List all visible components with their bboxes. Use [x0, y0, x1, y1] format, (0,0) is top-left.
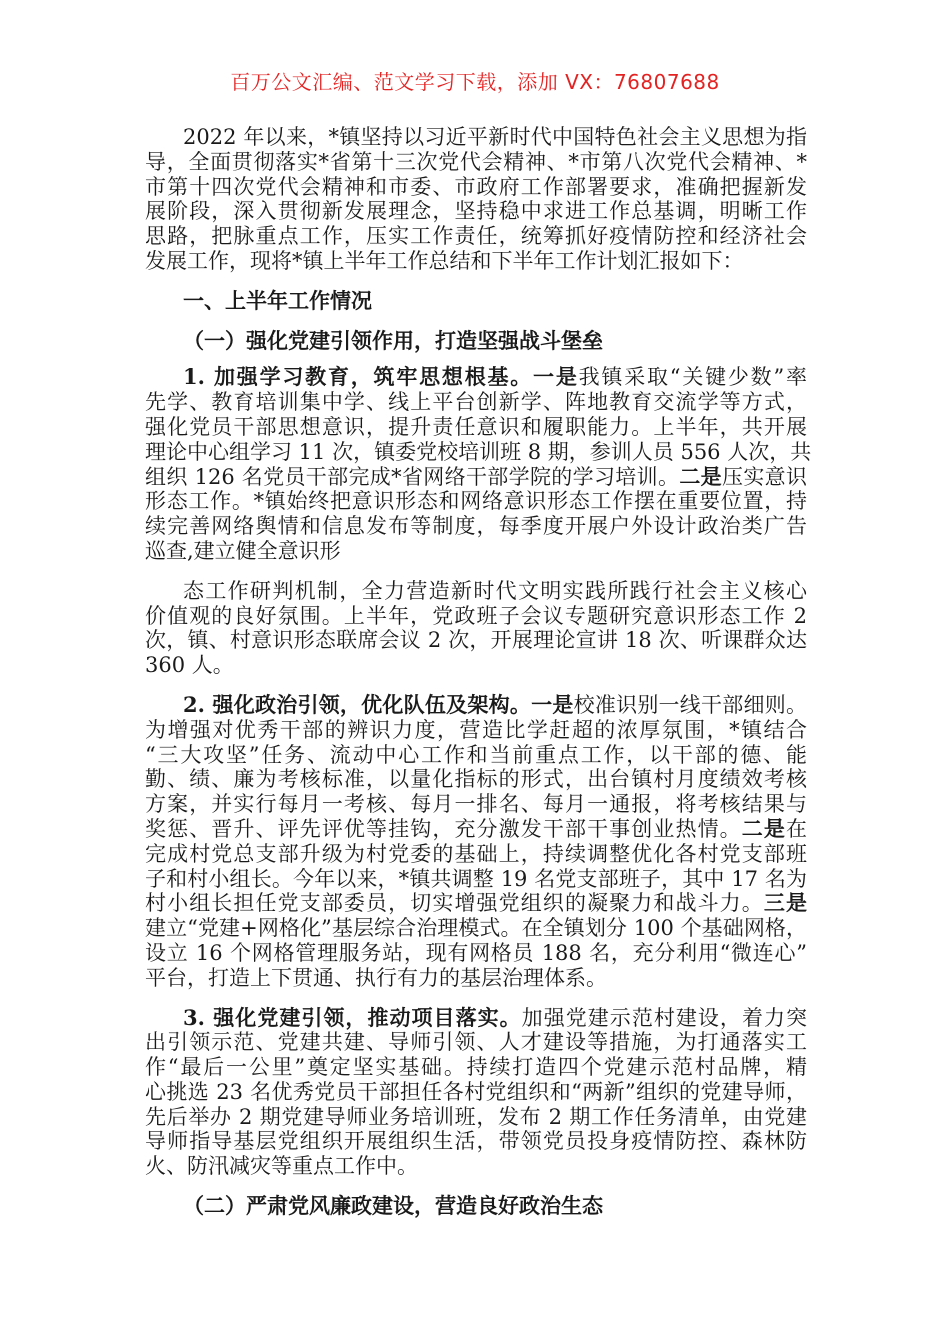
- text-line: [145, 539, 807, 564]
- text-run: 火、防汛减灾等重点工作中。: [145, 1154, 418, 1179]
- text-line: [145, 249, 807, 274]
- text-run: 校准识别一线干部细则。: [573, 692, 808, 717]
- text-run: 导，全面贯彻落实*省第十三次党代会精神、*市第八次党代会精神、*: [145, 149, 807, 174]
- paragraph: [145, 125, 807, 274]
- text-line: [145, 604, 807, 629]
- text-line: [145, 653, 807, 678]
- text-line: [145, 199, 807, 224]
- document-body: [145, 125, 812, 1231]
- text-run: 发展工作，现将*镇上半年工作总结和下半年工作计划汇报如下：: [145, 248, 744, 273]
- text-run: 续完善网络舆情和信息发布等制度，每季度开展户外设计政治类广告: [145, 514, 807, 539]
- text-run: 理论中心组学习 11 次，镇委党校培训班 8 期，参训人员 556 人次，共: [145, 439, 812, 464]
- text-run: 组织 126 名党员干部完成*省网络干部学院的学习培训。: [145, 464, 680, 489]
- text-line: [145, 390, 807, 415]
- text-line: [145, 1105, 807, 1130]
- bold-text-run: 二是: [679, 463, 722, 489]
- text-run: 勤、绩、廉为考核标准，以量化指标的形式，出台镇村月度绩效考核: [145, 767, 807, 792]
- text-line: [145, 514, 807, 539]
- text-line: [145, 842, 807, 867]
- bold-text-run: 三是: [763, 890, 808, 916]
- text-line: [145, 489, 807, 514]
- text-line: [145, 941, 807, 966]
- paragraph: [145, 693, 807, 991]
- text-line: [145, 867, 807, 892]
- text-run: 建立“党建+网格化”基层综合治理模式。在全镇划分 100 个基础网格，: [145, 916, 807, 941]
- bold-text-run: 1. 加强学习教育，筑牢思想根基。一是: [183, 364, 579, 390]
- text-run: 次，镇、村意识形态联席会议 2 次，开展理论宣讲 18 次、听课群众达: [145, 628, 807, 653]
- text-run: 2022 年以来，*镇坚持以习近平新时代中国特色社会主义思想为指: [183, 125, 807, 149]
- text-run: 为增强对优秀干部的辨识力度，营造比学赶超的浓厚氛围，*镇结合: [145, 717, 807, 742]
- bold-text-run: 3. 强化党建引领，推动项目落实。: [183, 1004, 522, 1030]
- paragraph: [145, 579, 807, 678]
- text-run: 压实意识: [722, 464, 808, 489]
- text-run: 态工作研判机制，全力营造新时代文明实践所践行社会主义核心: [183, 578, 807, 603]
- text-run: 完成村党总支部升级为村党委的基础上，持续调整优化各村党支部班: [145, 841, 807, 866]
- text-run: 市第十四次党代会精神和市委、市政府工作部署要求，准确把握新发: [145, 174, 807, 199]
- text-run: 思路，把脉重点工作，压实工作责任，统筹抓好疫情防控和经济社会: [145, 224, 807, 249]
- text-run: 展阶段，深入贯彻新发展理念，坚持稳中求进工作总基调，明晰工作: [145, 199, 807, 224]
- subsection-heading: （一）强化党建引领作用，打造坚强战斗堡垒: [183, 327, 603, 353]
- watermark-banner: 百万公文汇编、范文学习下载，添加 VX：76807688: [230, 70, 720, 94]
- text-run: 先学、教育培训集中学、线上平台创新学、阵地教育交流学等方式，: [145, 390, 807, 415]
- text-line: [145, 693, 807, 718]
- text-run: 我镇采取“关键少数”率: [578, 365, 807, 390]
- text-run: 形态工作。*镇始终把意识形态和网络意识形态工作摆在重要位置，持: [145, 489, 807, 514]
- text-run: 价值观的良好氛围。上半年，党政班子会议专题研究意识形态工作 2: [145, 603, 807, 628]
- text-line: [145, 175, 807, 200]
- text-run: 方案，并实行每月一考核、每月一排名、每月一通报，将考核结果与: [145, 792, 807, 817]
- section-heading: 一、上半年工作情况: [183, 287, 372, 313]
- text-run: 360 人。: [145, 653, 234, 678]
- text-line: [145, 439, 812, 465]
- text-line: [145, 792, 807, 817]
- text-run: 平台，打造上下贯通、执行有力的基层治理体系。: [145, 965, 607, 990]
- text-run: 作“最后一公里”奠定坚实基础。持续打造四个党建示范村品牌，精: [145, 1055, 807, 1080]
- text-line: [145, 125, 807, 150]
- text-line: [145, 150, 807, 175]
- text-run: 巡查,建立健全意识形: [145, 538, 341, 563]
- text-line: [145, 718, 807, 743]
- text-run: 心挑选 23 名优秀党员干部担任各村党组织和“两新”组织的党建导师，: [145, 1079, 807, 1104]
- text-run: 加强党建示范村建设，着力突: [521, 1005, 808, 1030]
- text-line: [145, 365, 807, 390]
- text-line: [145, 817, 807, 842]
- text-line: [145, 415, 807, 440]
- text-line: [145, 1154, 807, 1179]
- text-line: [145, 767, 807, 792]
- paragraph: [145, 1006, 807, 1180]
- text-line: [145, 628, 807, 653]
- text-line: [145, 743, 807, 768]
- text-line: [145, 1129, 807, 1154]
- text-line: [145, 579, 807, 604]
- text-line: [145, 224, 807, 249]
- bold-text-run: 2. 强化政治引领，优化队伍及架构。一是: [183, 691, 574, 717]
- text-line: [145, 1006, 807, 1031]
- text-run: 先后举办 2 期党建导师业务培训班，发布 2 期工作任务清单，由党建: [145, 1104, 807, 1129]
- text-line: [145, 1080, 807, 1105]
- text-line: [145, 891, 807, 916]
- text-line: [145, 1055, 807, 1080]
- text-run: 子和村小组长。今年以来，*镇共调整 19 名党支部班子，其中 17 名为: [145, 866, 807, 891]
- text-run: 强化党员干部思想意识，提升责任意识和履职能力。上半年，共开展: [145, 414, 807, 439]
- text-run: 导师指导基层党组织开展组织生活，带领党员投身疫情防控、森林防: [145, 1129, 807, 1154]
- bold-text-run: 二是: [741, 815, 787, 841]
- text-run: 在: [786, 816, 808, 841]
- text-line: [145, 1030, 807, 1055]
- text-run: 奖惩、晋升、评先评优等挂钩，充分激发干部干事创业热情。: [145, 816, 742, 841]
- text-run: “三大攻坚”任务、流动中心工作和当前重点工作，以干部的德、能: [145, 742, 807, 767]
- text-run: 村小组长担任党支部委员，切实增强党组织的凝聚力和战斗力。: [145, 891, 764, 916]
- text-line: [145, 465, 807, 490]
- text-line: [145, 916, 807, 941]
- text-line: [145, 966, 807, 991]
- paragraph: [145, 364, 812, 563]
- text-run: 设立 16 个网格管理服务站，现有网格员 188 名，充分利用“微连心”: [145, 940, 807, 965]
- subsection-heading: （二）严肃党风廉政建设，营造良好政治生态: [183, 1193, 603, 1219]
- text-run: 出引领示范、党建共建、导师引领、人才建设等措施，为打通落实工: [145, 1030, 807, 1055]
